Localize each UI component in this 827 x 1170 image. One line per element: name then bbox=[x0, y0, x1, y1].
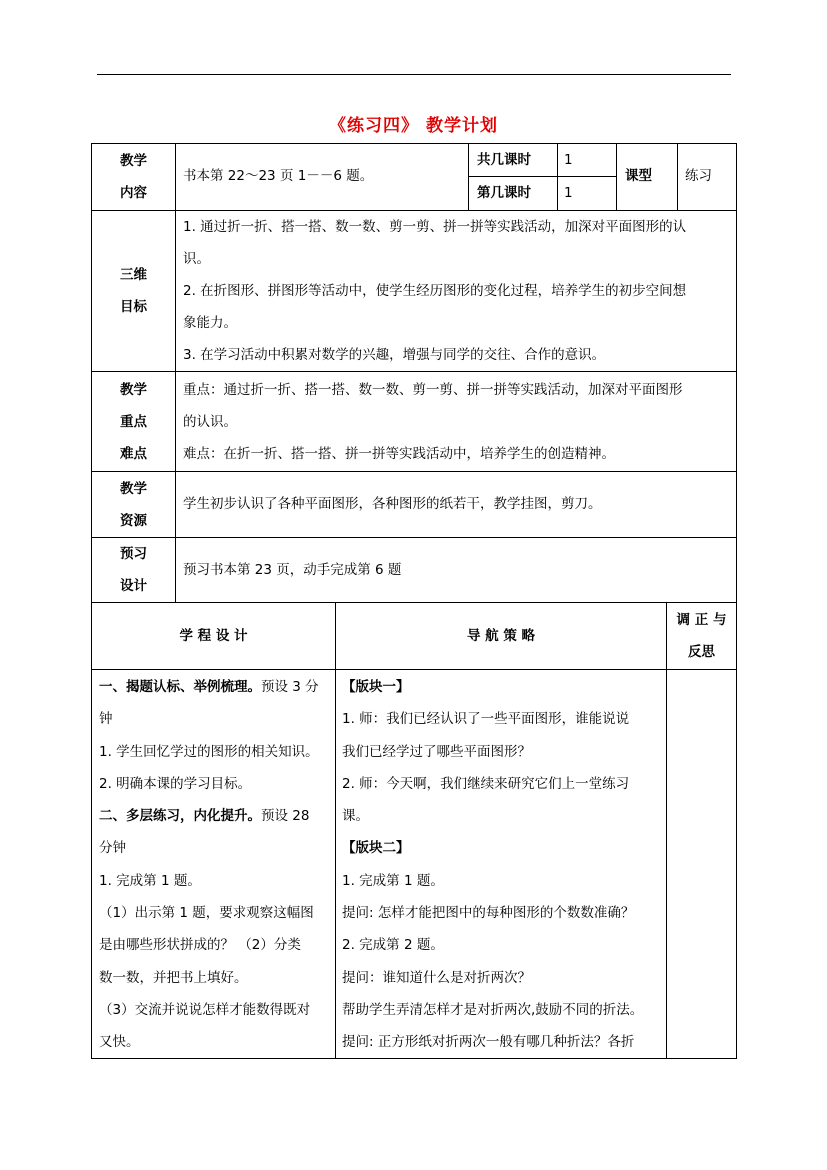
key-point-line: 难点：在折一折、搭一搭、拼一拼等实践活动中，培养学生的创造精神。 bbox=[183, 446, 615, 462]
learning-design-header: 学 程 设 计 bbox=[179, 628, 248, 644]
goal-line: 识。 bbox=[183, 251, 210, 267]
learning-line bbox=[99, 962, 333, 994]
learning-line bbox=[99, 768, 333, 800]
nth-lesson-value: 1 bbox=[564, 185, 573, 201]
lesson-type-label: 课型 bbox=[625, 168, 652, 184]
guide-line: 帮助学生弄清怎样才是对折两次,鼓励不同的折法。 bbox=[342, 1001, 644, 1018]
learning-line bbox=[99, 929, 333, 961]
preview-text: 预习书本第 23 页，动手完成第 6 题 bbox=[183, 562, 402, 578]
guide-strategy-content bbox=[342, 671, 664, 1059]
learning-line-text: 预设 3 分 bbox=[261, 679, 319, 695]
learning-line bbox=[99, 865, 333, 897]
learning-line bbox=[99, 1026, 333, 1058]
guide-line: 【版块一】 bbox=[342, 679, 410, 695]
resources-text: 学生初步认识了各种平面图形，各种图形的纸若干，教学挂图，剪刀。 bbox=[183, 496, 602, 512]
learning-line bbox=[99, 832, 333, 864]
guide-line: 提问: 怎样才能把图中的每种图形的个数数准确？ bbox=[342, 905, 635, 922]
reflection-header: 调 正 与 反思 bbox=[676, 612, 727, 660]
guide-line: 课。 bbox=[342, 808, 369, 825]
header-rule bbox=[97, 74, 731, 75]
learning-line-text: 数一数，并把书上填好。 bbox=[99, 969, 248, 986]
key-point-line: 的认识。 bbox=[183, 414, 237, 430]
key-points-label: 教学 重点 难点 bbox=[120, 381, 147, 462]
learning-line-heading: 一、揭题认标、举例梳理。 bbox=[99, 679, 261, 695]
guide-strategy-header: 导 航 策 略 bbox=[466, 628, 536, 644]
learning-line-text: （3）交流并说说怎样才能数得既对 bbox=[99, 1001, 311, 1018]
guide-line: 我们已经学过了哪些平面图形？ bbox=[342, 743, 531, 760]
goal-line: 2. 在折图形、拼图形等活动中，使学生经历图形的变化过程，培养学生的初步空间想 bbox=[183, 283, 687, 299]
learning-line bbox=[99, 736, 333, 768]
learning-line bbox=[99, 703, 333, 735]
learning-line bbox=[99, 994, 333, 1026]
goal-line: 3. 在学习活动中积累对数学的兴趣，增强与同学的交往、合作的意识。 bbox=[183, 347, 606, 363]
learning-line-text: 是由哪些形状拼成的？ （2）分类 bbox=[99, 937, 301, 954]
page-title: 《练习四》 教学计划 bbox=[329, 116, 498, 136]
key-point-line: 重点：通过折一折、搭一搭、数一数、剪一剪、拼一拼等实践活动，加深对平面图形 bbox=[183, 382, 683, 398]
content-value: 书本第 22～23 页 1－－6 题。 bbox=[183, 168, 374, 184]
learning-line-text: 2. 明确本课的学习目标。 bbox=[99, 775, 252, 792]
learning-line-text: 又快。 bbox=[99, 1034, 140, 1051]
learning-line-heading: 二、多层练习，内化提升。 bbox=[99, 808, 261, 825]
learning-line bbox=[99, 671, 333, 703]
resources-label: 教学 资源 bbox=[120, 480, 147, 529]
learning-line-text: 1. 学生回忆学过的图形的相关知识。 bbox=[99, 743, 319, 760]
guide-line: 【版块二】 bbox=[342, 840, 410, 857]
preview-label: 预习 设计 bbox=[120, 546, 147, 594]
guide-line: 1. 师：我们已经认识了一些平面图形，谁能说说 bbox=[342, 711, 630, 728]
total-lessons-label: 共几课时 bbox=[477, 152, 531, 168]
content-label: 教学 内容 bbox=[120, 153, 147, 201]
learning-line-text: 钟 bbox=[99, 711, 113, 728]
learning-line-text: （1）出示第 1 题，要求观察这幅图 bbox=[99, 905, 314, 922]
total-lessons-value: 1 bbox=[564, 152, 573, 168]
goals-text bbox=[183, 211, 733, 371]
learning-line-text: 分钟 bbox=[99, 840, 126, 857]
learning-line-text: 预设 28 bbox=[261, 808, 310, 825]
goals-label: 三维 目标 bbox=[120, 267, 147, 315]
guide-line: 2. 师：今天啊，我们继续来研究它们上一堂练习 bbox=[342, 775, 630, 792]
guide-line: 1. 完成第 1 题。 bbox=[342, 872, 444, 889]
learning-line-text: 1. 完成第 1 题。 bbox=[99, 872, 201, 889]
learning-line bbox=[99, 897, 333, 929]
guide-line: 2. 完成第 2 题。 bbox=[342, 937, 444, 954]
goal-line: 象能力。 bbox=[183, 315, 237, 331]
goal-line: 1. 通过折一折、搭一搭、数一数、剪一剪、拼一拼等实践活动，加深对平面图形的认 bbox=[183, 219, 687, 235]
key-points-text bbox=[183, 374, 733, 470]
guide-line: 提问: 正方形纸对折两次一般有哪几种折法？各折 bbox=[342, 1034, 635, 1051]
learning-design-content bbox=[99, 671, 333, 1059]
lesson-type-value: 练习 bbox=[685, 168, 712, 184]
nth-lesson-label: 第几课时 bbox=[477, 185, 531, 201]
learning-line bbox=[99, 800, 333, 832]
guide-line: 提问：谁知道什么是对折两次？ bbox=[342, 969, 531, 986]
